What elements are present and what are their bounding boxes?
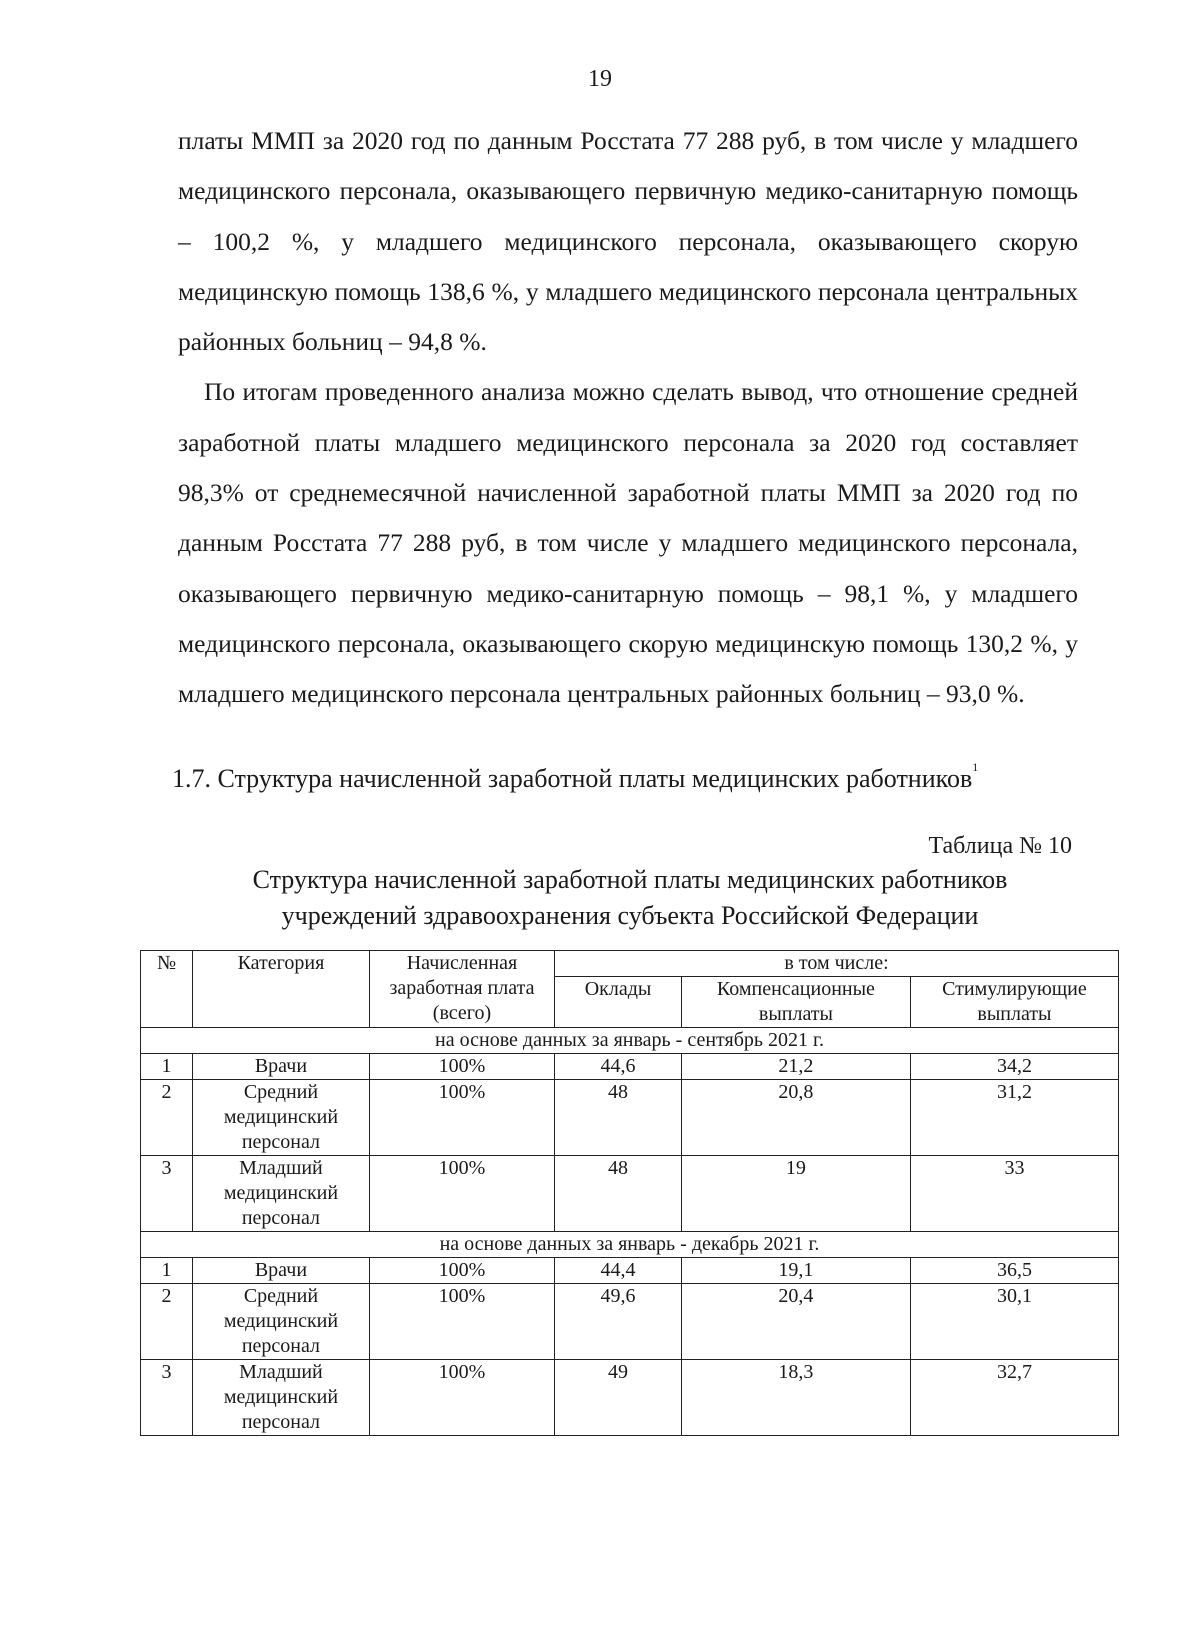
cell-category: Средний медицинский персонал xyxy=(193,1284,370,1360)
footnote-mark: 1 xyxy=(972,760,979,774)
section-heading-text: 1.7. Структура начисленной заработной платы медицинских работников xyxy=(172,764,973,793)
cell-compensation: 21,2 xyxy=(681,1054,910,1080)
cell-compensation: 18,3 xyxy=(681,1360,910,1436)
period-row xyxy=(141,1028,1119,1054)
cell-compensation: 20,8 xyxy=(681,1080,910,1156)
table-header-row xyxy=(141,951,1119,977)
cell-no: 1 xyxy=(141,1054,193,1080)
period-label: на основе данных за январь - сентябрь 2021 г. xyxy=(141,1028,1119,1054)
cell-no: 3 xyxy=(141,1156,193,1232)
table-row xyxy=(141,1156,1119,1232)
cell-compensation: 19,1 xyxy=(681,1258,910,1284)
period-row xyxy=(141,1232,1119,1258)
cell-salary: 49,6 xyxy=(555,1284,682,1360)
header-stimulating: Стимулирующие выплаты xyxy=(910,977,1118,1028)
header-salary: Оклады xyxy=(555,977,682,1028)
header-no: № xyxy=(141,951,193,1028)
cell-stimulating: 30,1 xyxy=(910,1284,1118,1360)
header-compensation: Компенсационные выплаты xyxy=(681,977,910,1028)
cell-salary: 48 xyxy=(555,1080,682,1156)
cell-stimulating: 33 xyxy=(910,1156,1118,1232)
table-title-line-1: Структура начисленной заработной платы медицинских работников xyxy=(252,865,1008,894)
cell-salary: 44,6 xyxy=(555,1054,682,1080)
header-including: в том числе: xyxy=(555,951,1119,977)
table-row xyxy=(141,1284,1119,1360)
table-row xyxy=(141,1360,1119,1436)
cell-total: 100% xyxy=(369,1258,554,1284)
paragraph-continued: платы ММП за 2020 год по данным Росстата 77 288 руб, в том числе у младшего медицинского персонала, оказывающего первичную медико-санитарную помощь – 100,2 %, у младшего медицинского персонала, оказывающего скорую медицинскую помощь 138,6 %, у младшего медицинского персонала центральных районных больниц – 94,8 %. xyxy=(178,126,1078,357)
cell-no: 3 xyxy=(141,1360,193,1436)
cell-total: 100% xyxy=(369,1156,554,1232)
cell-stimulating: 34,2 xyxy=(910,1054,1118,1080)
table-row xyxy=(141,1080,1119,1156)
cell-category: Младший медицинский персонал xyxy=(193,1156,370,1232)
period-label: на основе данных за январь - декабрь 2021 г. xyxy=(141,1232,1119,1258)
cell-stimulating: 36,5 xyxy=(910,1258,1118,1284)
table-row xyxy=(141,1258,1119,1284)
section-heading xyxy=(172,760,979,794)
table-title xyxy=(140,862,1120,934)
cell-stimulating: 31,2 xyxy=(910,1080,1118,1156)
cell-category: Младший медицинский персонал xyxy=(193,1360,370,1436)
cell-no: 1 xyxy=(141,1258,193,1284)
paragraph-conclusion: По итогам проведенного анализа можно сделать вывод, что отношение средней заработной платы младшего медицинского персонала за 2020 год составляет 98,3% от среднемесячной начисленной заработной платы ММП за 2020 год по данным Росстата 77 288 руб, в том числе у младшего медицинского персонала, оказывающего первичную медико-санитарную помощь – 98,1 %, у младшего медицинского персонала, оказывающего скорую медицинскую помощь 130,2 %, у младшего медицинского персонала центральных районных больниц – 93,0 %. xyxy=(178,377,1078,709)
cell-salary: 48 xyxy=(555,1156,682,1232)
header-category: Категория xyxy=(193,951,370,1028)
cell-compensation: 19 xyxy=(681,1156,910,1232)
cell-total: 100% xyxy=(369,1284,554,1360)
table-title-line-2: учреждений здравоохранения субъекта Российской Федерации xyxy=(281,901,979,930)
table-row xyxy=(141,1054,1119,1080)
table-number: Таблица № 10 xyxy=(928,833,1072,859)
header-total: Начисленная заработная плата (всего) xyxy=(369,951,554,1028)
cell-salary: 44,4 xyxy=(555,1258,682,1284)
body-text xyxy=(178,116,1078,720)
cell-no: 2 xyxy=(141,1080,193,1156)
cell-salary: 49 xyxy=(555,1360,682,1436)
page-number: 19 xyxy=(588,66,612,92)
cell-compensation: 20,4 xyxy=(681,1284,910,1360)
cell-total: 100% xyxy=(369,1080,554,1156)
cell-total: 100% xyxy=(369,1360,554,1436)
cell-category: Средний медицинский персонал xyxy=(193,1080,370,1156)
cell-category: Врачи xyxy=(193,1258,370,1284)
salary-structure-table xyxy=(140,950,1119,1436)
cell-stimulating: 32,7 xyxy=(910,1360,1118,1436)
cell-category: Врачи xyxy=(193,1054,370,1080)
cell-no: 2 xyxy=(141,1284,193,1360)
cell-total: 100% xyxy=(369,1054,554,1080)
